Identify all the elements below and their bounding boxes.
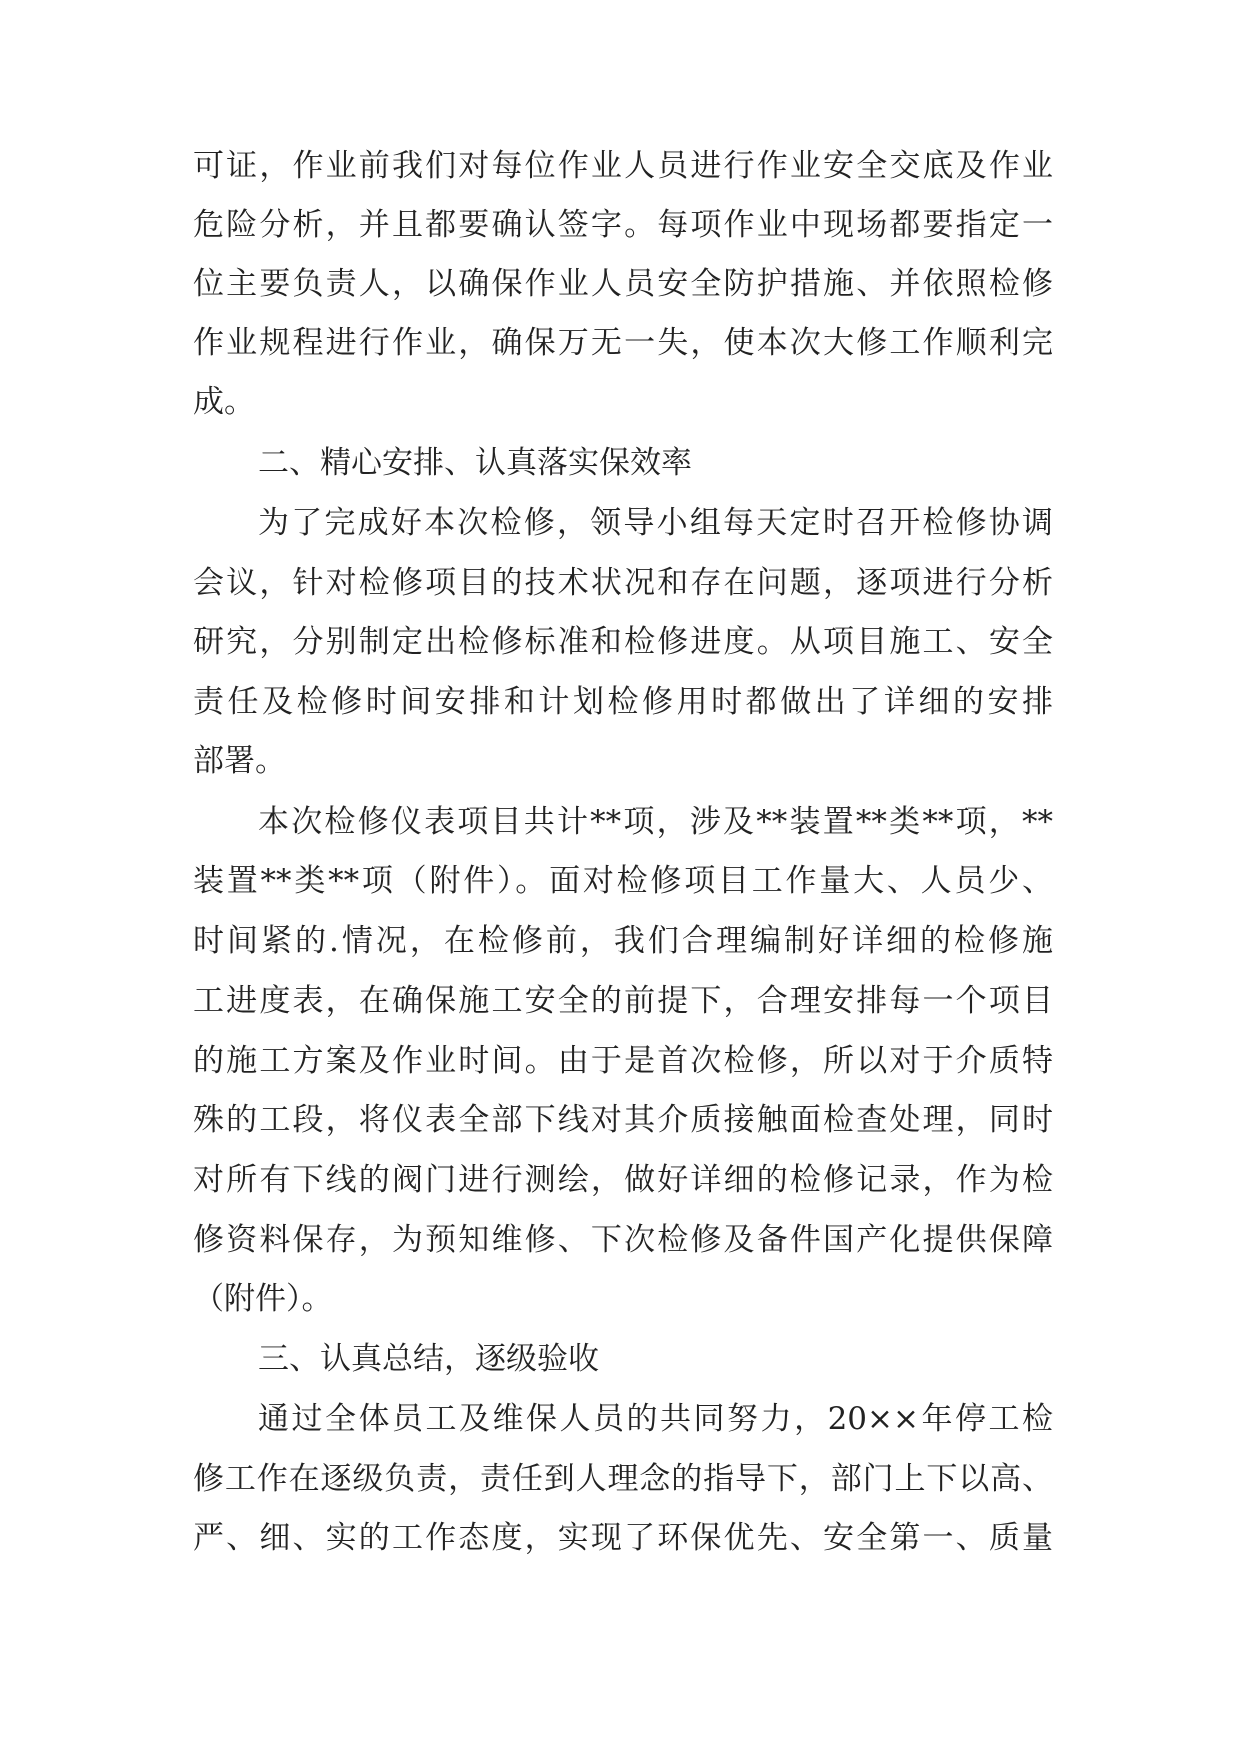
text-line: 为了完成好本次检修，领导小组每天定时召开检修协调	[258, 505, 1053, 541]
section-heading: 三、认真总结，逐级验收	[258, 1341, 599, 1377]
text-line: 工进度表，在确保施工安全的前提下，合理安排每一个项目	[193, 983, 1053, 1019]
text-line: 部署。	[193, 743, 286, 779]
section-heading: 二、精心安排、认真落实保效率	[258, 445, 692, 481]
text-line: 研究，分别制定出检修标准和检修进度。从项目施工、安全	[193, 624, 1053, 660]
text-line: 位主要负责人，以确保作业人员安全防护措施、并依照检修	[193, 266, 1053, 302]
text-line: 本次检修仪表项目共计**项，涉及**装置**类**项，**	[258, 804, 1053, 840]
text-line: 的施工方案及作业时间。由于是首次检修，所以对于介质特	[193, 1043, 1053, 1079]
text-line: 殊的工段，将仪表全部下线对其介质接触面检查处理，同时	[193, 1102, 1053, 1138]
text-line: 修工作在逐级负责，责任到人理念的指导下，部门上下以高、	[193, 1461, 1053, 1497]
text-line: 作业规程进行作业，确保万无一失，使本次大修工作顺利完	[193, 325, 1053, 361]
text-line: 修资料保存，为预知维修、下次检修及备件国产化提供保障	[193, 1222, 1053, 1258]
text-line: 会议，针对检修项目的技术状况和存在问题，逐项进行分析	[193, 565, 1053, 601]
text-line: 责任及检修时间安排和计划检修用时都做出了详细的安排	[193, 684, 1053, 720]
text-line: 成。	[193, 384, 255, 420]
text-line: 可证，作业前我们对每位作业人员进行作业安全交底及作业	[193, 148, 1053, 184]
text-line: （附件）。	[193, 1281, 333, 1317]
text-line: 严、细、实的工作态度，实现了环保优先、安全第一、质量	[193, 1520, 1053, 1556]
text-line: 装置**类**项（附件）。面对检修项目工作量大、人员少、	[193, 863, 1053, 899]
text-line: 对所有下线的阀门进行测绘，做好详细的检修记录，作为检	[193, 1162, 1053, 1198]
text-line: 危险分析，并且都要确认签字。每项作业中现场都要指定一	[193, 207, 1053, 243]
text-line: 通过全体员工及维保人员的共同努力，20××年停工检	[258, 1401, 1053, 1437]
text-line: 时间紧的.情况，在检修前，我们合理编制好详细的检修施	[193, 923, 1053, 959]
